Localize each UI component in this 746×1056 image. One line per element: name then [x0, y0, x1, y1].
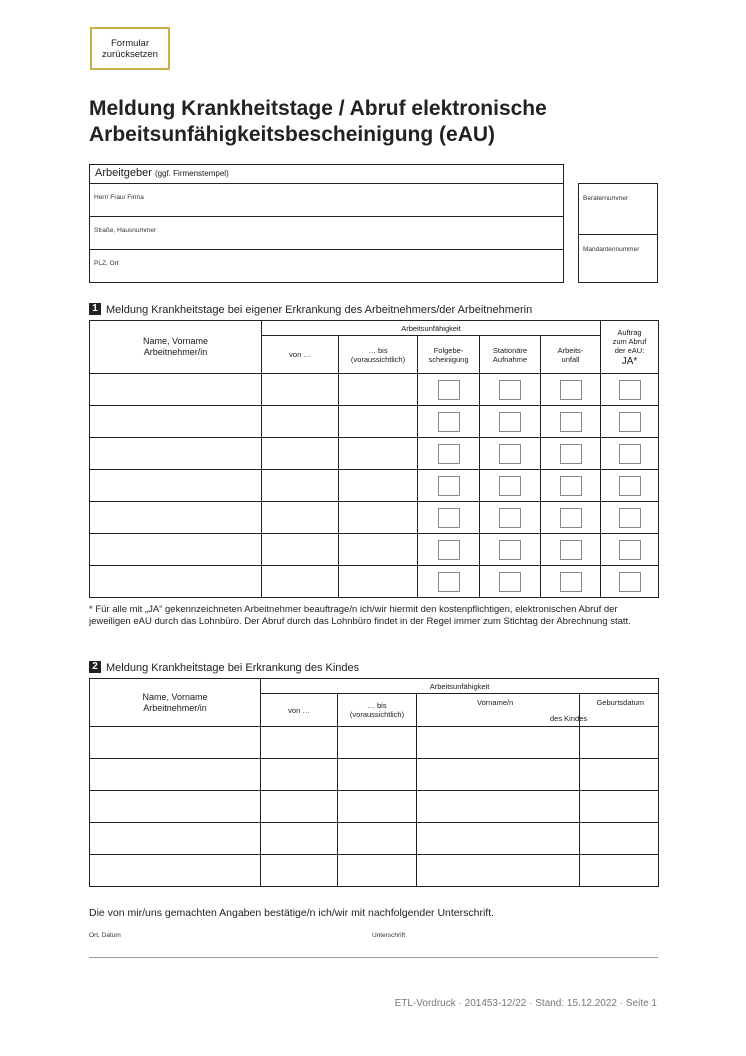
- section-2-title: Meldung Krankheitstage bei Erkrankung des Kindes: [106, 662, 360, 674]
- employer-block: [89, 164, 564, 283]
- child-birth-cell[interactable]: [580, 823, 659, 855]
- from-cell[interactable]: [262, 534, 339, 566]
- accident-checkbox[interactable]: [560, 572, 582, 592]
- child-birth-cell[interactable]: [580, 727, 659, 759]
- advisor-number-field[interactable]: Beraternummer: [579, 184, 657, 235]
- inpatient-checkbox[interactable]: [499, 508, 521, 528]
- table-row: [90, 374, 659, 406]
- name-cell[interactable]: [90, 855, 261, 887]
- accident-cell: [541, 534, 601, 566]
- table-row: [90, 566, 659, 598]
- inpatient-checkbox[interactable]: [499, 380, 521, 400]
- table-row: [90, 791, 659, 823]
- child-name-cell[interactable]: [417, 855, 580, 887]
- col-order-header: Auftrag zum Abruf der eAU: JA*: [601, 321, 659, 374]
- employer-street-field[interactable]: Straße, Hausnummer: [90, 217, 563, 250]
- to-cell[interactable]: [339, 534, 418, 566]
- from-cell[interactable]: [262, 438, 339, 470]
- inpatient-cell: [480, 406, 541, 438]
- name-cell[interactable]: [90, 534, 262, 566]
- col-to-header: … bis (voraussichtlich): [339, 336, 418, 374]
- inpatient-checkbox[interactable]: [499, 540, 521, 560]
- child-name-cell[interactable]: [417, 823, 580, 855]
- title-line-1: Meldung Krankheitstage / Abruf elektronische: [89, 97, 547, 120]
- follow-cell: [418, 438, 480, 470]
- inpatient-checkbox[interactable]: [499, 412, 521, 432]
- employer-name-field[interactable]: Herr/ Frau/ Firma: [90, 184, 563, 217]
- advisor-client-box: [578, 183, 658, 283]
- name-cell[interactable]: [90, 727, 261, 759]
- follow-checkbox[interactable]: [438, 572, 460, 592]
- table-row: [90, 759, 659, 791]
- to-cell[interactable]: [339, 566, 418, 598]
- child-birth-cell[interactable]: [580, 855, 659, 887]
- order-cell: [601, 534, 659, 566]
- to-cell[interactable]: [339, 406, 418, 438]
- inpatient-cell: [480, 374, 541, 406]
- inpatient-checkbox[interactable]: [499, 444, 521, 464]
- signature-line[interactable]: [89, 957, 658, 958]
- table-row: [90, 406, 659, 438]
- employer-city-field[interactable]: PLZ, Ort: [94, 260, 119, 267]
- to-cell[interactable]: [338, 791, 417, 823]
- sick-days-table: [89, 320, 659, 598]
- name-cell[interactable]: [90, 374, 262, 406]
- order-cell: [601, 406, 659, 438]
- accident-cell: [541, 470, 601, 502]
- order-checkbox[interactable]: [619, 540, 641, 560]
- order-checkbox[interactable]: [619, 412, 641, 432]
- col-accident-header: Arbeits- unfall: [541, 336, 601, 374]
- name-cell[interactable]: [90, 566, 262, 598]
- s2-col-from-header: von …: [261, 694, 338, 727]
- follow-cell: [418, 470, 480, 502]
- to-cell[interactable]: [339, 374, 418, 406]
- section-1-title: Meldung Krankheitstage bei eigener Erkrankung des Arbeitnehmers/der Arbeitnehmerin: [106, 304, 533, 316]
- order-checkbox[interactable]: [619, 444, 641, 464]
- child-name-cell[interactable]: [417, 791, 580, 823]
- follow-cell: [418, 566, 480, 598]
- signature-label: Unterschrift: [372, 932, 406, 939]
- follow-checkbox[interactable]: [438, 412, 460, 432]
- order-checkbox[interactable]: [619, 476, 641, 496]
- employer-heading: Arbeitgeber (ggf. Firmenstempel): [90, 165, 563, 184]
- name-cell[interactable]: [90, 502, 262, 534]
- name-cell[interactable]: [90, 823, 261, 855]
- accident-checkbox[interactable]: [560, 412, 582, 432]
- order-checkbox[interactable]: [619, 380, 641, 400]
- col-name-header: Name, Vorname Arbeitnehmer/in: [90, 321, 262, 374]
- reset-form-button[interactable]: Formular zurücksetzen: [90, 27, 170, 70]
- page-title: [89, 96, 689, 148]
- inpatient-cell: [480, 502, 541, 534]
- name-cell[interactable]: [90, 759, 261, 791]
- child-name-cell[interactable]: [417, 727, 580, 759]
- name-cell[interactable]: [90, 791, 261, 823]
- follow-checkbox[interactable]: [438, 508, 460, 528]
- follow-checkbox[interactable]: [438, 476, 460, 496]
- to-cell[interactable]: [339, 438, 418, 470]
- accident-cell: [541, 438, 601, 470]
- order-cell: [601, 374, 659, 406]
- title-line-2: Arbeitsunfähigkeitsbescheinigung (eAU): [89, 123, 496, 146]
- section-1-number: 1: [89, 303, 101, 315]
- from-cell[interactable]: [261, 727, 338, 759]
- accident-checkbox[interactable]: [560, 508, 582, 528]
- place-date-label: Ort, Datum: [89, 932, 121, 939]
- to-cell[interactable]: [338, 759, 417, 791]
- follow-cell: [418, 502, 480, 534]
- from-cell[interactable]: [262, 502, 339, 534]
- accident-checkbox[interactable]: [560, 380, 582, 400]
- to-cell[interactable]: [339, 502, 418, 534]
- confirmation-text: Die von mir/uns gemachten Angaben bestätige/n ich/wir mit nachfolgender Unterschrift.: [89, 907, 495, 919]
- from-cell[interactable]: [262, 566, 339, 598]
- footer-text: ETL-Vordruck · 201453-12/22 · Stand: 15.12.2022 · Seite 1: [394, 998, 657, 1009]
- inpatient-cell: [480, 438, 541, 470]
- s2-col-child-suffix: des Kindes: [550, 714, 588, 723]
- s2-col-name-header: Name, Vorname Arbeitnehmer/in: [90, 679, 261, 727]
- child-name-cell[interactable]: [417, 759, 580, 791]
- table-row: [90, 534, 659, 566]
- to-cell[interactable]: [338, 727, 417, 759]
- follow-cell: [418, 374, 480, 406]
- inpatient-cell: [480, 534, 541, 566]
- col-group-header: Arbeitsunfähigkeit: [262, 321, 601, 336]
- s2-col-child-header: [417, 694, 659, 727]
- col-from-header: von …: [262, 336, 339, 374]
- table-row: [90, 855, 659, 887]
- accident-checkbox[interactable]: [560, 476, 582, 496]
- table-row: [90, 727, 659, 759]
- follow-checkbox[interactable]: [438, 380, 460, 400]
- follow-checkbox[interactable]: [438, 444, 460, 464]
- accident-checkbox[interactable]: [560, 540, 582, 560]
- inpatient-cell: [480, 566, 541, 598]
- s2-col-to-header: … bis (voraussichtlich): [338, 694, 417, 727]
- from-cell[interactable]: [262, 470, 339, 502]
- s2-col-child-name: Vorname/n: [477, 698, 514, 707]
- client-number-field[interactable]: Mandantennummer: [583, 246, 640, 253]
- to-cell[interactable]: [338, 823, 417, 855]
- child-birth-cell[interactable]: [580, 791, 659, 823]
- order-cell: [601, 502, 659, 534]
- inpatient-checkbox[interactable]: [499, 572, 521, 592]
- s2-col-group-header: Arbeitsunfähigkeit: [261, 679, 659, 694]
- accident-checkbox[interactable]: [560, 444, 582, 464]
- from-cell[interactable]: [262, 406, 339, 438]
- order-checkbox[interactable]: [619, 572, 641, 592]
- col-inpatient-header: Stationäre Aufnahme: [480, 336, 541, 374]
- section-1-heading: [89, 300, 532, 318]
- section-2-number: 2: [89, 661, 101, 673]
- accident-cell: [541, 502, 601, 534]
- order-cell: [601, 470, 659, 502]
- col-follow-header: Folgebe- scheinigung: [418, 336, 480, 374]
- order-cell: [601, 438, 659, 470]
- inpatient-checkbox[interactable]: [499, 476, 521, 496]
- from-cell[interactable]: [261, 759, 338, 791]
- accident-cell: [541, 406, 601, 438]
- table-row: [90, 470, 659, 502]
- to-cell[interactable]: [339, 470, 418, 502]
- s2-col-child-birth: Geburtsdatum: [596, 698, 644, 707]
- accident-cell: [541, 374, 601, 406]
- from-cell[interactable]: [261, 855, 338, 887]
- follow-cell: [418, 406, 480, 438]
- table-row: [90, 823, 659, 855]
- from-cell[interactable]: [262, 374, 339, 406]
- accident-cell: [541, 566, 601, 598]
- child-sick-days-table: [89, 678, 659, 887]
- table-row: [90, 438, 659, 470]
- inpatient-cell: [480, 470, 541, 502]
- to-cell[interactable]: [338, 855, 417, 887]
- section-2-heading: [89, 658, 359, 676]
- name-cell[interactable]: [90, 438, 262, 470]
- follow-cell: [418, 534, 480, 566]
- name-cell[interactable]: [90, 470, 262, 502]
- footnote: * Für alle mit „JA“ gekennzeichneten Arbeitnehmer beauftrage/n ich/wir hiermit den kostenpflichtigen, elektronischen Abruf der jeweiligen eAU durch das Lohnbüro. Der Abruf durch das Lohnbüro findet in der Regel immer zum Stichtag der Abrechnung statt.: [89, 604, 631, 627]
- child-birth-cell[interactable]: [580, 759, 659, 791]
- name-cell[interactable]: [90, 406, 262, 438]
- table-row: [90, 502, 659, 534]
- from-cell[interactable]: [261, 791, 338, 823]
- follow-checkbox[interactable]: [438, 540, 460, 560]
- from-cell[interactable]: [261, 823, 338, 855]
- order-checkbox[interactable]: [619, 508, 641, 528]
- order-cell: [601, 566, 659, 598]
